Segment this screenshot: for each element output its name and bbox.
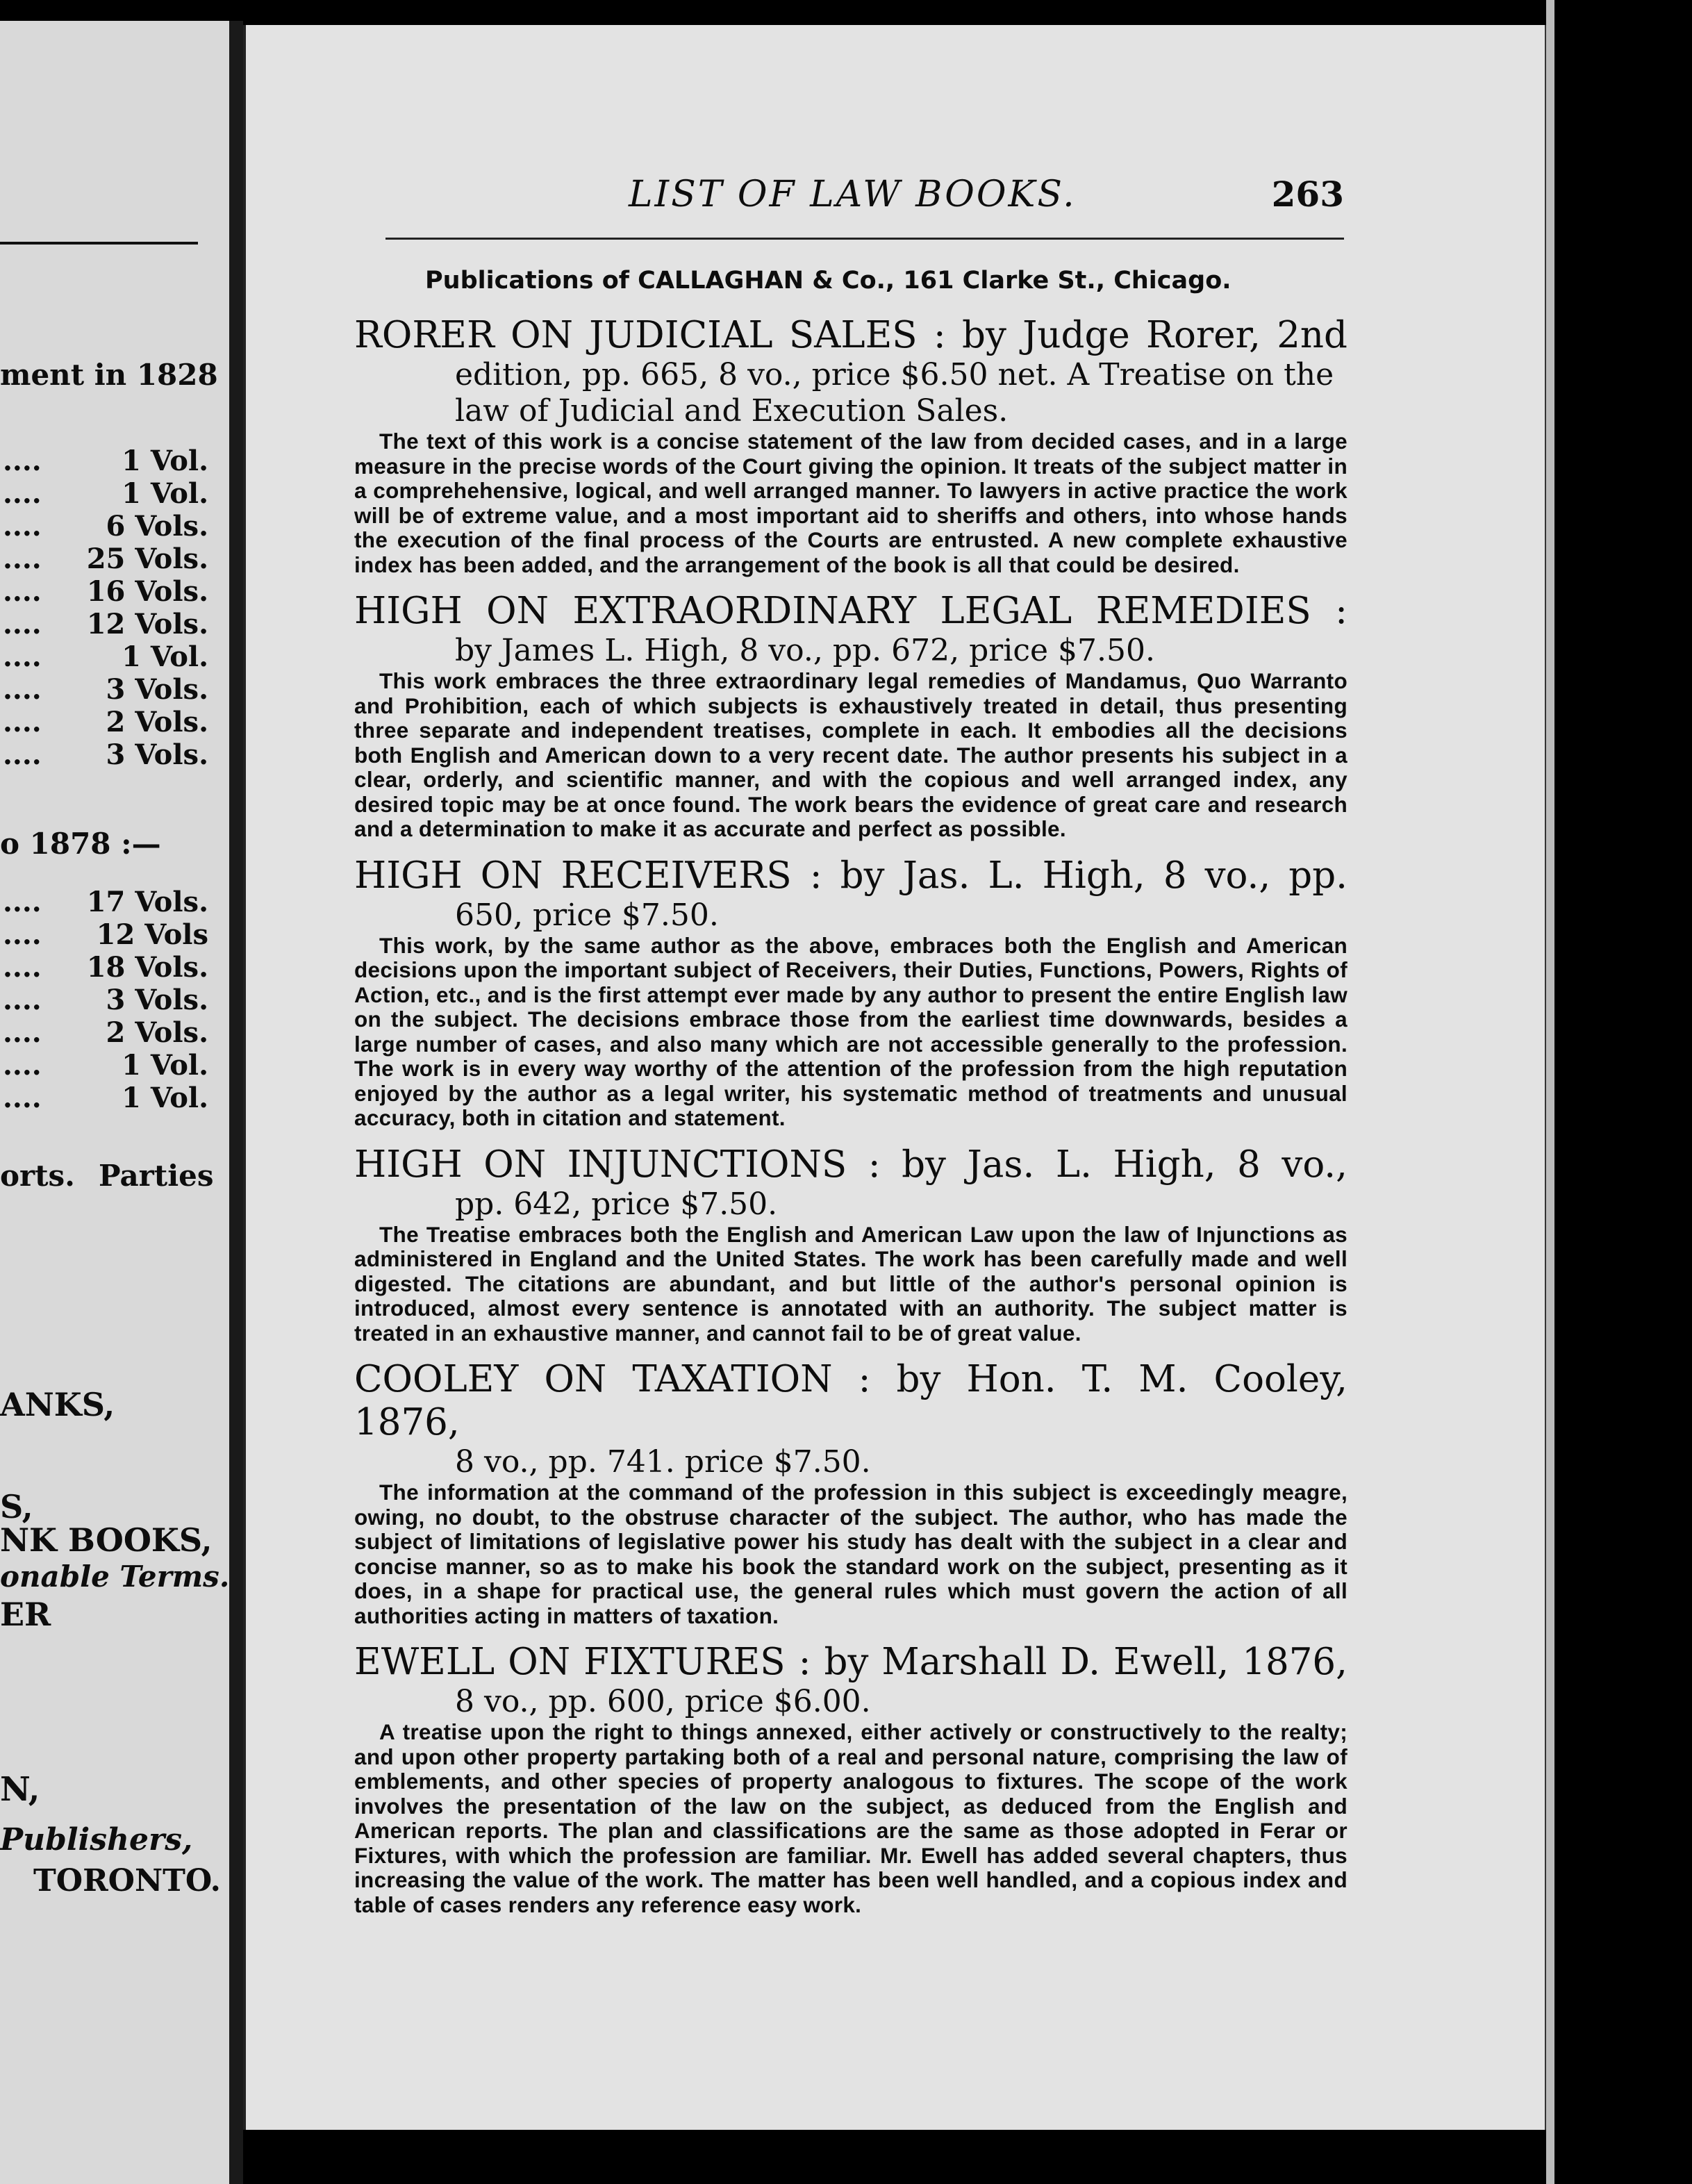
- book-entry: [354, 1358, 1347, 1628]
- header-rule: [385, 238, 1344, 240]
- book-description: The text of this work is a concise statement of the law from decided cases, and in a large measure in the precise words of the Court giving the opinion. It treats of the subject matter in a comprehehensive, logical, and well arranged manner. To lawyers in active practice the work will be of extreme value, and a most important aid to sheriffs and others, into whose hands the execution of the final process of the Courts are entrusted. A new complete exhaustive index has been added, and the arrangement of the book is all that could be desired.: [354, 429, 1347, 577]
- left-page-rule: [0, 242, 198, 245]
- book-description: This work embraces the three extraordinary legal remedies of Mandamus, Quo Warranto and Prohibition, each of which subjects is exhaustively treated in detail, thus presenting three separate and independent treatises, complete in each. It embodies all the decisions both English and American down to a very recent date. The author presents his subject in a clear, orderly, and scientific manner, and with the copious and well arranged index, any desired topic may be at once found. The work bears the evidence of great care and research and a determination to make it as accurate and perfect as possible.: [354, 668, 1347, 841]
- book-details: pp. 642, price $7.50.: [455, 1186, 778, 1222]
- book-heading: HIGH ON EXTRAORDINARY LEGAL REMEDIES :: [354, 590, 1347, 632]
- book-gutter: [229, 21, 243, 2184]
- book-heading: HIGH ON RECEIVERS : by Jas. L. High, 8 vo., pp.: [354, 854, 1347, 897]
- running-header: [385, 174, 1344, 215]
- book-details: by James L. High, 8 vo., pp. 672, price $7.50.: [455, 633, 1155, 668]
- book-details: edition, pp. 665, 8 vo., price $6.50 net. A Treatise on the law of Judicial and Execution Sales.: [455, 357, 1334, 429]
- left-anks-text: ANKS,: [0, 1386, 115, 1423]
- left-s-text: S,: [0, 1488, 33, 1525]
- left-er-text: ER: [0, 1596, 51, 1633]
- book-description: This work, by the same author as the above, embraces both the English and American decisions upon the important subject of Receivers, their Duties, Functions, Powers, Rights of Action, etc., and is the first attempt ever made by any author to present the entire English law on the subject. The decisions embrace those from the earliest time downwards, besides a large number of cases, and also many which are not accessible generally to the profession. The work is in every way worthy of the attention of the profession from the high reputation enjoyed by the author as a legal writer, his systematic method of treatments and unusual accuracy, both in citation and statement.: [354, 932, 1347, 1130]
- left-toronto-text: TORONTO.: [33, 1863, 221, 1898]
- book-heading: RORER ON JUDICIAL SALES : by Judge Rorer, 2nd: [354, 314, 1347, 356]
- book-entry: [354, 1641, 1347, 1917]
- book-heading: EWELL ON FIXTURES : by Marshall D. Ewell, 1876,: [354, 1641, 1347, 1683]
- book-entry: [354, 590, 1347, 842]
- book-entry: [354, 314, 1347, 577]
- left-mid-text: o 1878 :—: [0, 827, 161, 861]
- book-details: 8 vo., pp. 600, price $6.00.: [455, 1684, 871, 1719]
- left-parties-text: Parties: [99, 1159, 214, 1193]
- book-entry: [354, 854, 1347, 1131]
- book-description: A treatise upon the right to things annexed, either actively or constructively to the realty; and upon other property partaking both of a real and personal nature, comprising the law of emblements, and other species of property analogous to fixtures. The scope of the work involves the presentation of the law on the subject, as deduced from the English and American reports. The plan and classifications are the same as those adopted in Ferar or Fixtures, with which the profession are familiar. Mr. Ewell has added several chapters, thus increasing the value of the work. The matter has been well handled, and a copious index and table of cases renders any reference easy work.: [354, 1719, 1347, 1917]
- left-facing-page: ment in 1828 .... 1 Vol. .... 1 Vol. .... 6 Vols. .... 25 Vols. .... 16 Vols. .... 12 Vols. .... 1 Vol. .... 3 Vols. .... 2 Vols. .... 3 Vols. o 1878 :— .... 17 Vols. .... 12 Vols .... 18 Vols. .... 3 Vols. .... 2 Vols. .... 1 Vol. .... 1 Vol. orts. Parties ANKS, S, NK BOOKS, onable Terms. ER N, Publishers, TORONTO.: [0, 21, 229, 2184]
- book-description: The information at the command of the profession in this subject is exceedingly meagre, owing, no doubt, to the obstruse character of the subject. The author, who has made the subject of limitations of legislative power his study has dealt with the subject in a clear and concise manner, so as to make his book the standard work on the subject, presenting as it does, in a shape for practical use, the general rules which must govern the action of all authorities acting in matters of taxation.: [354, 1480, 1347, 1628]
- left-top-text: ment in 1828: [0, 358, 218, 392]
- book-details: 650, price $7.50.: [455, 897, 719, 933]
- book-details: 8 vo., pp. 741. price $7.50.: [455, 1444, 871, 1480]
- book-heading: COOLEY ON TAXATION : by Hon. T. M. Cooley, 1876,: [354, 1358, 1347, 1443]
- book-description: The Treatise embraces both the English and American Law upon the law of Injunctions as administered in England and the United States. The work has been carefully made and well digested. The citations are abundant, and but little of the author's personal opinion is introduced, almost every sentence is annotated with an authority. The subject matter is treated in an exhaustive manner, and cannot fail to be of great value.: [354, 1221, 1347, 1346]
- book-list: [354, 314, 1347, 1930]
- left-publishers-text: Publishers,: [0, 1822, 193, 1858]
- page-edge: [1546, 0, 1554, 2184]
- book-heading: HIGH ON INJUNCTIONS : by Jas. L. High, 8 vo.,: [354, 1143, 1347, 1186]
- left-n-text: N,: [0, 1770, 40, 1809]
- left-orts-text: orts.: [0, 1159, 75, 1193]
- page-title: LIST OF LAW BOOKS.: [629, 174, 1077, 215]
- left-onable-terms-text: onable Terms.: [0, 1560, 229, 1594]
- publisher-line: Publications of CALLAGHAN & Co., 161 Clarke St., Chicago.: [425, 267, 1231, 295]
- book-entry: [354, 1143, 1347, 1346]
- left-nk-books-text: NK BOOKS,: [0, 1521, 213, 1559]
- page-number: 263: [1271, 174, 1344, 215]
